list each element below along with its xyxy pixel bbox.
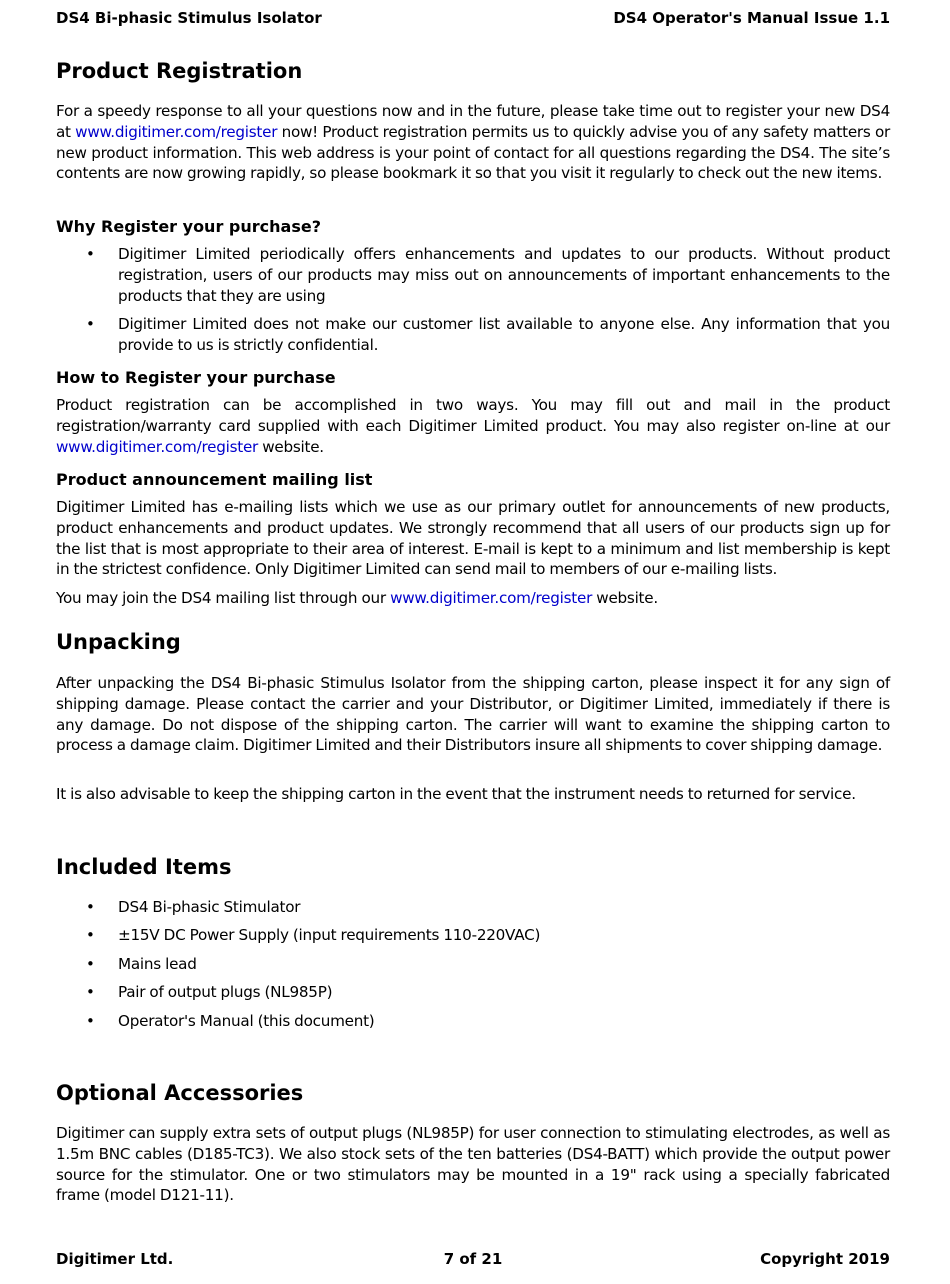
list-item: [56, 314, 890, 356]
list-item-text: DS4 Bi-phasic Stimulator: [118, 898, 301, 916]
mailing-list-heading: Product announcement mailing list: [56, 470, 373, 489]
list-item-text: Digitimer Limited periodically offers enhancements and updates to our products. Without product registration, users of our products may miss out on announcements of important enhancements to the products that they are using: [118, 245, 890, 305]
registration-intro-text-b: now! Product registration permits us to quickly advise you of any safety matters or new product information. This web address is your point of contact for all questions regarding the DS4. The site’s contents are now growing rapidly, so please bookmark it so that you visit it regularly to check out the new items.: [56, 122, 890, 183]
mailing-list-text: Digitimer Limited has e-mailing lists which we use as our primary outlet for announcements of new products, product enhancements and product updates. We strongly recommend that all users of our products sign up for the list that is most appropriate to their area of interest. E-mail is kept to a minimum and list membership is kept in the strictest confidence. Only Digitimer Limited can send mail to members of our e-mailing lists.: [56, 498, 890, 579]
bullet-icon: •: [86, 954, 95, 973]
bullet-icon: •: [86, 1011, 95, 1030]
list-item-text: Mains lead: [118, 954, 197, 973]
how-register-heading: How to Register your purchase: [56, 368, 336, 387]
list-item: [56, 244, 890, 306]
list-item-text: Operator's Manual (this document): [118, 1011, 375, 1030]
page-number: 7 of 21: [443, 1250, 503, 1268]
why-register-list: [56, 244, 890, 356]
list-item: [56, 982, 890, 1003]
unpacking-text: After unpacking the DS4 Bi-phasic Stimulus Isolator from the shipping carton, please inspect it for any sign of shipping damage. Please contact the carrier and your Distributor, or Digitimer Limited, immediately if there is any damage. Do not dispose of the shipping carton. The carrier will want to examine the shipping carton to process a damage claim. Digitimer Limited and their Distributors insure all shipments to cover shipping damage.: [56, 674, 890, 755]
optional-accessories-text: Digitimer can supply extra sets of output plugs (NL985P) for user connection to stimulating electrodes, as well as 1.5m BNC cables (D185-TC3). We also stock sets of the ten batteries (DS4-BATT) which provide the output power source for the stimulator. One or two stimulators may be mounted in a 19" rack using a specially fabricated frame (model D121-11).: [56, 1124, 890, 1205]
join-text-b: website.: [592, 589, 658, 607]
bullet-icon: •: [86, 926, 95, 945]
register-link[interactable]: www.digitimer.com/register: [56, 437, 259, 456]
footer-company: Digitimer Ltd.: [56, 1250, 174, 1268]
registration-heading: Product Registration: [56, 59, 303, 83]
list-item: [56, 897, 890, 918]
list-item-text: Digitimer Limited does not make our customer list available to anyone else. Any information that you provide to us is strictly confidential.: [118, 315, 890, 355]
included-items-list: [56, 897, 890, 1031]
bullet-icon: •: [86, 315, 95, 334]
how-register-text-b: website.: [258, 437, 324, 456]
why-register-heading: Why Register your purchase?: [56, 217, 321, 236]
header-doc-title: DS4 Bi-phasic Stimulus Isolator: [56, 9, 322, 27]
bullet-icon: •: [86, 983, 95, 1002]
how-register-text-a: Product registration can be accomplished in two ways. You may fill out and mail in the product registration/warranty card supplied with each Digitimer Limited product. You may also register on-line at our: [56, 396, 890, 435]
list-item: [56, 954, 890, 975]
footer-copyright: Copyright 2019: [760, 1250, 890, 1268]
how-register-text: [56, 395, 890, 457]
registration-intro: [56, 101, 890, 184]
registration-intro-text-a: For a speedy response to all your questions now and in the future, please take time out to register your new DS4 at: [56, 102, 890, 141]
list-item-text: ±15V DC Power Supply (input requirements 110-220VAC): [118, 926, 541, 945]
register-link[interactable]: www.digitimer.com/register: [75, 122, 278, 141]
bullet-icon: •: [86, 898, 95, 916]
header-manual-issue: DS4 Operator's Manual Issue 1.1: [613, 9, 890, 27]
register-link[interactable]: www.digitimer.com/register: [390, 589, 593, 607]
unpacking-heading: Unpacking: [56, 630, 181, 654]
list-item: [56, 1011, 890, 1032]
join-mailing-list-text: [56, 588, 890, 609]
join-text-a: You may join the DS4 mailing list through our: [56, 589, 391, 607]
optional-accessories-heading: Optional Accessories: [56, 1081, 304, 1105]
bullet-icon: •: [86, 245, 95, 263]
unpacking-advice-text: It is also advisable to keep the shipping carton in the event that the instrument needs to returned for service.: [56, 785, 856, 803]
included-items-heading: Included Items: [56, 855, 232, 879]
list-item: [56, 925, 890, 946]
list-item-text: Pair of output plugs (NL985P): [118, 983, 333, 1002]
